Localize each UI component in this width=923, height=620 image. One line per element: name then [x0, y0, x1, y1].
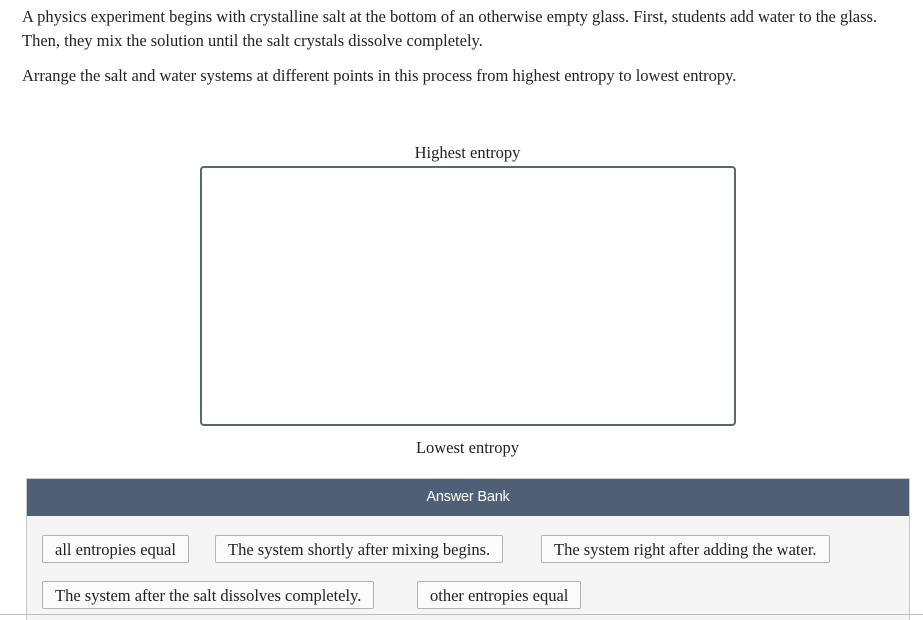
question-text: [22, 5, 917, 88]
answer-chip-all-entropies-equal[interactable]: all entropies equal: [42, 535, 189, 563]
bottom-divider: [0, 614, 923, 615]
answer-bank: [26, 478, 910, 620]
question-intro: A physics experiment begins with crystalline salt at the bottom of an otherwise empty glass. First, students add water to the glass. Then, they mix the solution until the salt crystals dissolve completely.: [22, 7, 878, 50]
answer-chip-right-after-adding-water[interactable]: The system right after adding the water.: [541, 535, 830, 563]
answer-chip-after-salt-dissolves[interactable]: The system after the salt dissolves completely.: [42, 581, 374, 609]
question-prompt: Arrange the salt and water systems at different points in this process from highest entropy to lowest entropy.: [22, 66, 737, 85]
lowest-entropy-label: Lowest entropy: [415, 438, 520, 457]
ranking-drop-zone[interactable]: [200, 166, 736, 426]
answer-chip-other-entropies-equal[interactable]: other entropies equal: [417, 581, 581, 609]
answer-chip-shortly-after-mixing[interactable]: The system shortly after mixing begins.: [215, 535, 503, 563]
answer-bank-header: Answer Bank: [27, 479, 909, 516]
highest-entropy-label: Highest entropy: [414, 143, 521, 162]
